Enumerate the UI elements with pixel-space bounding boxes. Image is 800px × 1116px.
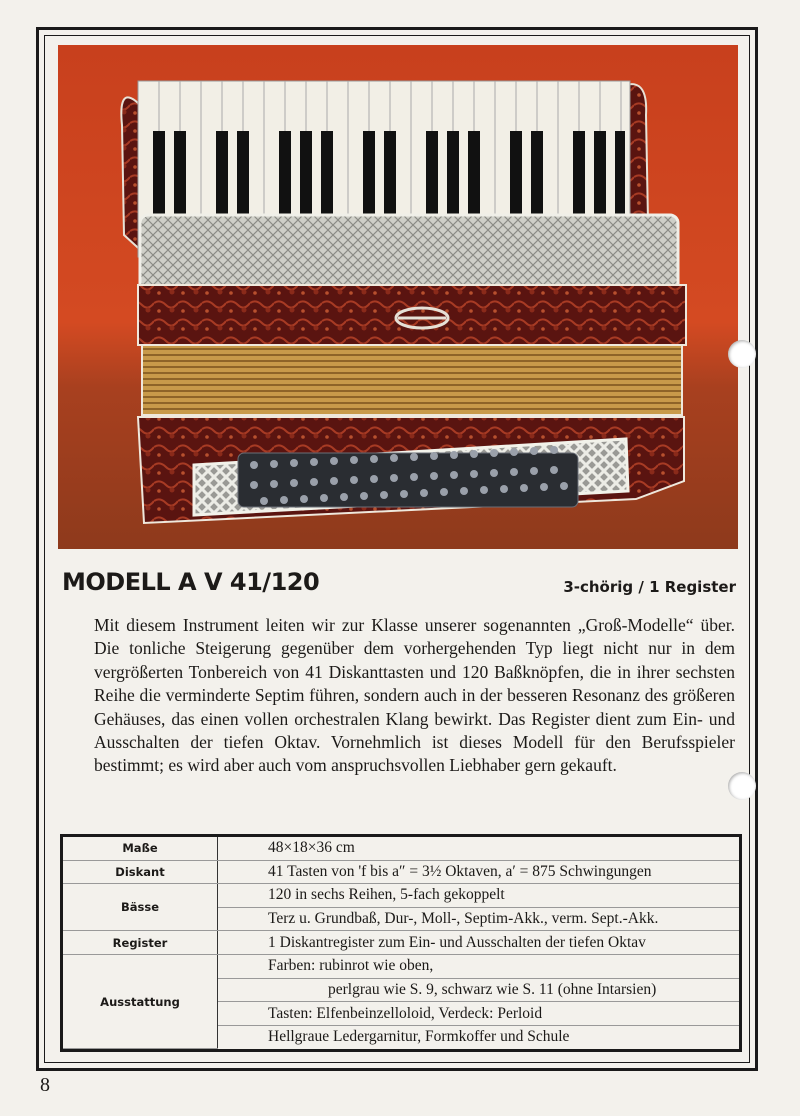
table-row [63,931,739,955]
accordion-photo [58,45,738,549]
product-title: MODELL A V 41/120 [62,568,320,596]
spec-value-masse: 48×18×36 cm [218,837,740,860]
spec-label-masse: Maße [63,837,218,860]
table-row [63,860,739,884]
spec-label-ausstattung: Ausstattung [63,955,218,1049]
spec-value-ausstattung-3: Tasten: Elfenbeinzelloloid, Verdeck: Perloid [218,1002,740,1026]
table-row [63,837,739,860]
spec-value-ausstattung-2: perlgrau wie S. 9, schwarz wie S. 11 (ohne Intarsien) [218,978,740,1002]
table-row [63,884,739,908]
spec-value-baesse-2: Terz u. Grundbaß, Dur-, Moll-, Septim-Akk., verm. Sept.-Akk. [218,907,740,931]
specs-table [60,834,742,1052]
spec-value-diskant: 41 Tasten von 'f bis a″ = 3½ Oktaven, a′ = 875 Schwingungen [218,860,740,884]
spec-label-register: Register [63,931,218,955]
spec-label-diskant: Diskant [63,860,218,884]
spec-value-ausstattung-1: Farben: rubinrot wie oben, [218,955,740,979]
page-number: 8 [40,1074,50,1096]
spec-value-register: 1 Diskantregister zum Ein- und Ausschalten der tiefen Oktav [218,931,740,955]
spec-value-ausstattung-4: Hellgraue Ledergarnitur, Formkoffer und Schule [268,1028,570,1046]
spec-label-baesse: Bässe [63,884,218,931]
product-subtitle: 3-chörig / 1 Register [563,578,736,596]
bass-buttons [238,453,578,507]
spec-value-baesse-1: 120 in sechs Reihen, 5-fach gekoppelt [218,884,740,908]
product-description: Mit diesem Instrument leiten wir zur Klasse unserer sogenannten „Groß-Modelle“ über. Die tonliche Steigerung gegenüber dem vorhergehenden Typ liegt nicht nur in dem vergrößerten Tonbereich von 41 Diskanttasten und 120 Baßknöpfen, die in ihrer sechsten Reihe die verminderte Septim führen, sondern auch in der besseren Resonanz des größeren Gehäuses, das einen vollen orchestralen Klang bewirkt. Das Register dient zum Ein- und Ausschalten der tiefen Oktav. Vornehmlich ist dieses Modell für den Berufsspieler bestimmt; es wird aber auch vom anspruchsvollen Liebhaber gern gekauft. [94,615,735,776]
table-row [63,955,739,979]
accordion-illustration [58,45,738,549]
binder-hole-top [728,340,756,368]
